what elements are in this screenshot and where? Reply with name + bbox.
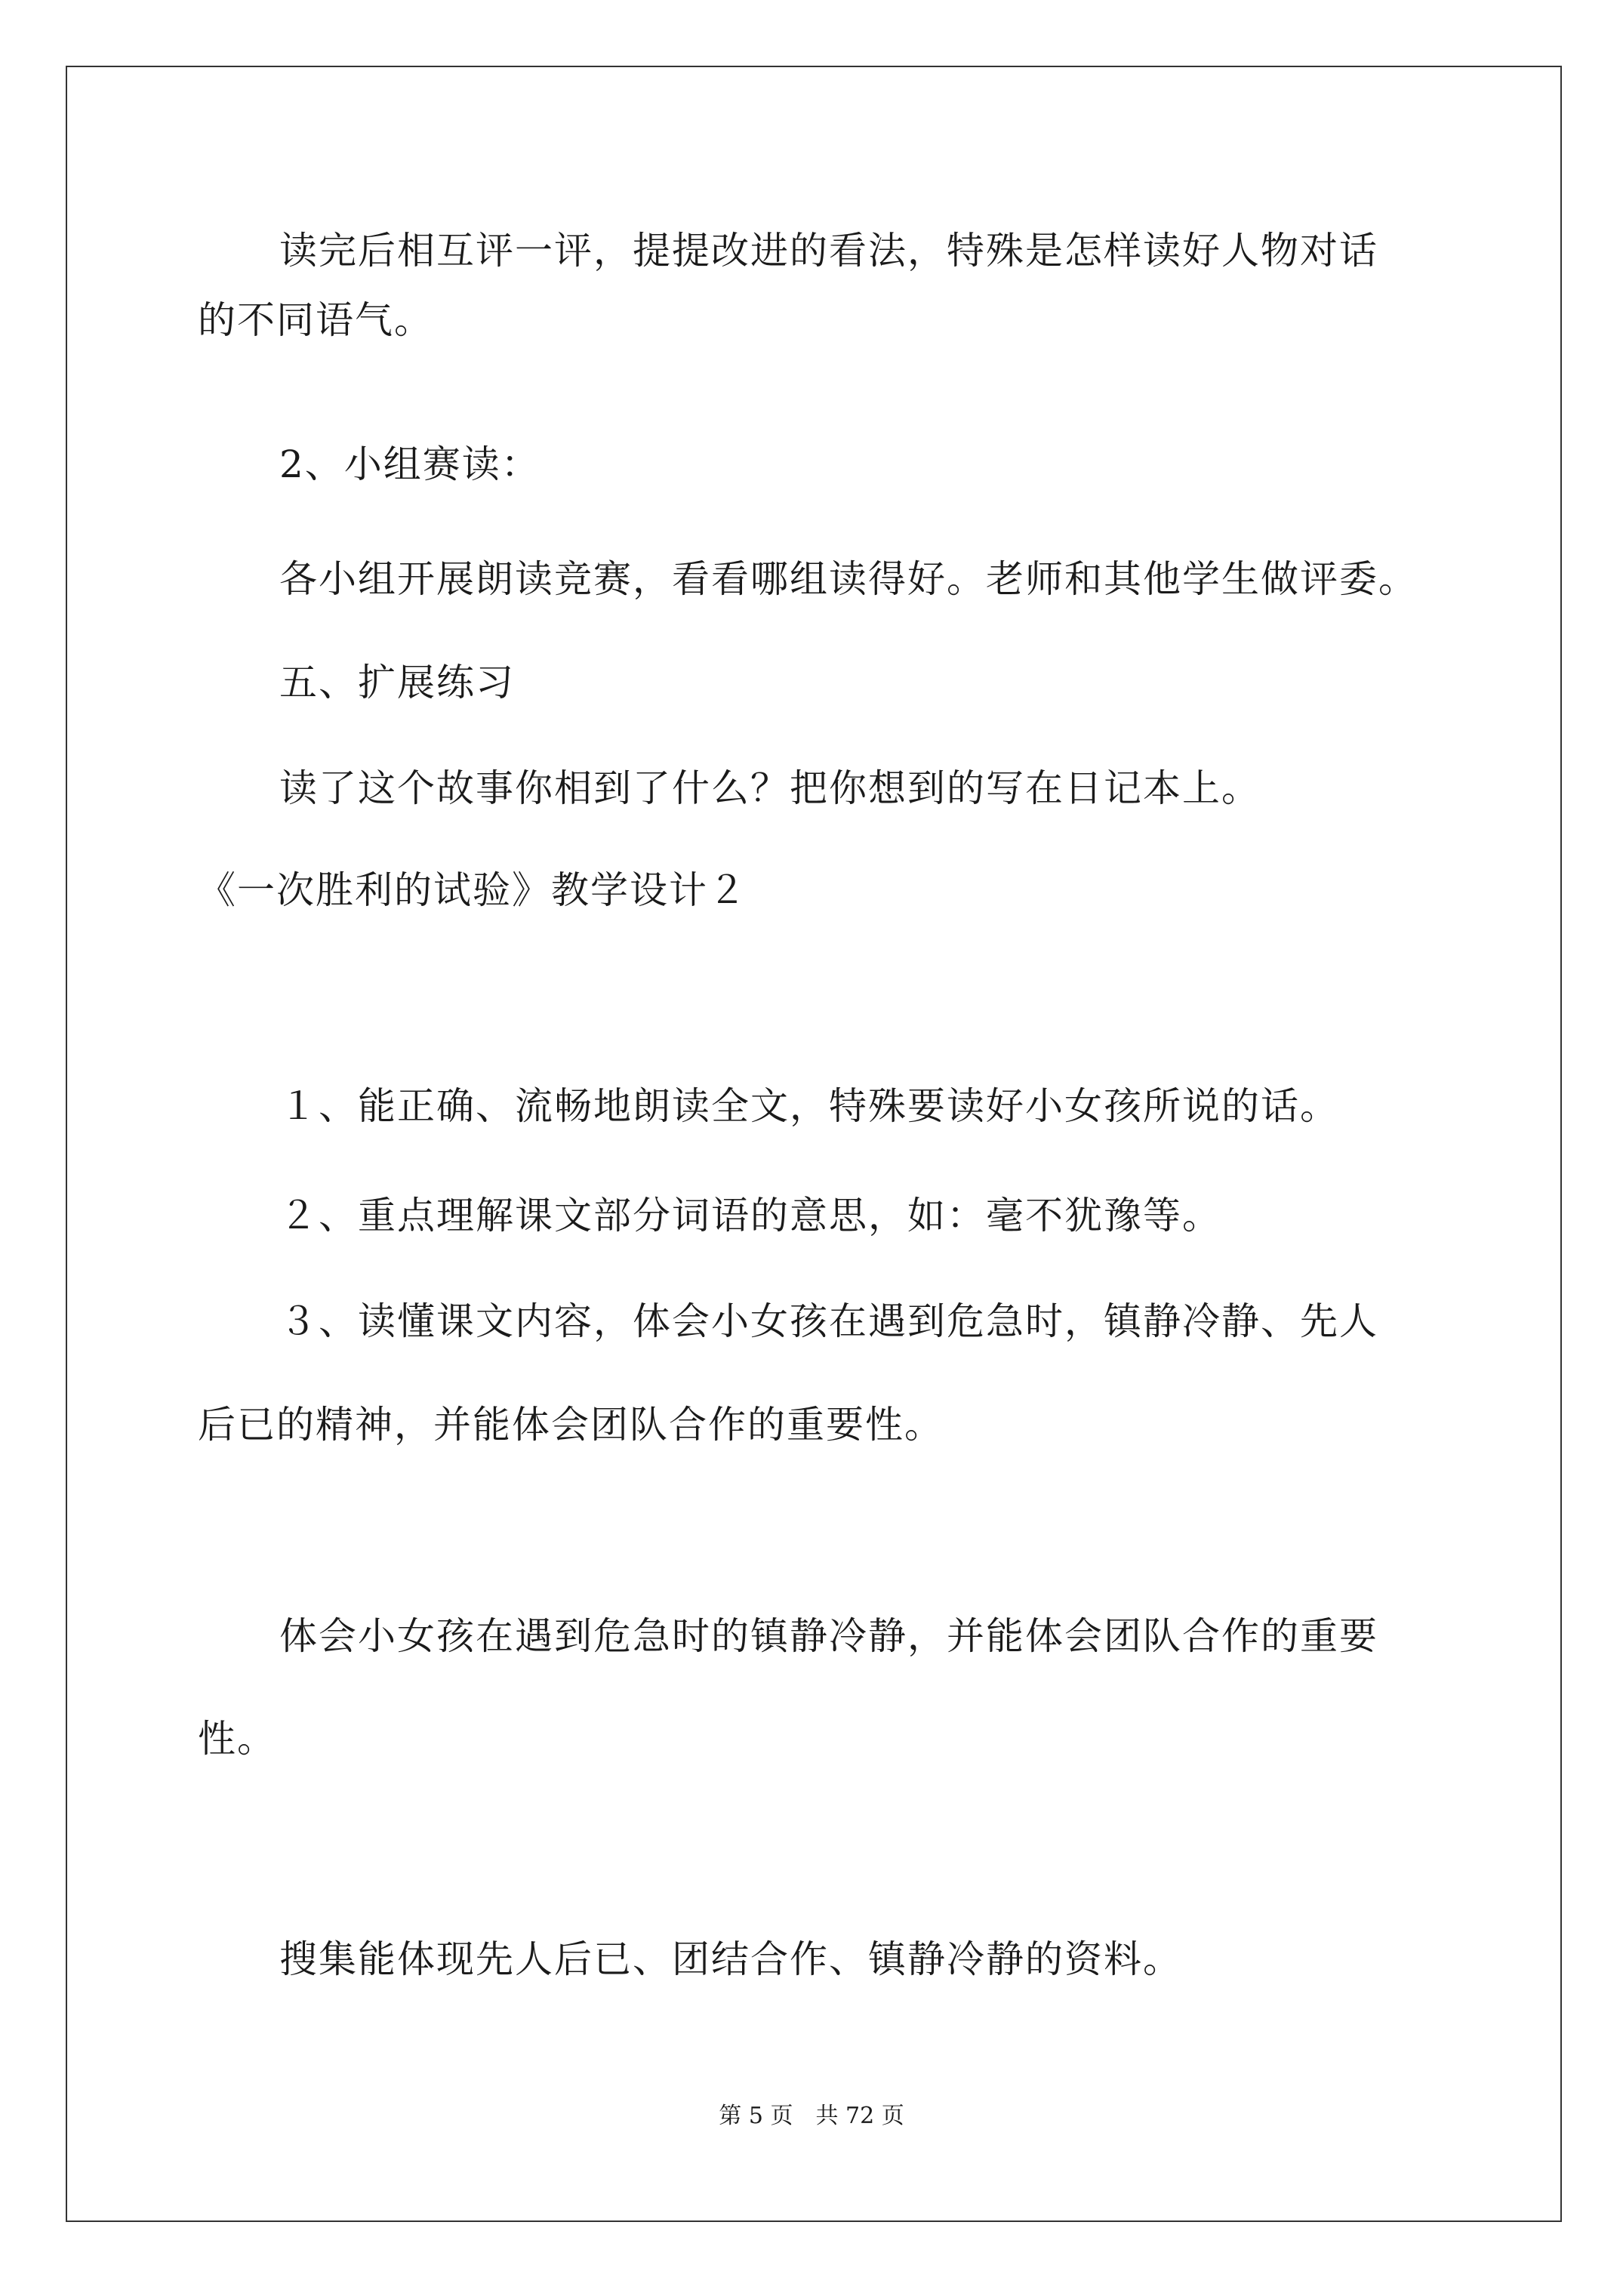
section-title: 《一次胜利的试验》教学设计２ <box>198 868 747 912</box>
page-number: 第 5 页 共 72 页 <box>719 2103 904 2129</box>
key-point: 体会小女孩在遇到危急时的镇静冷静，并能体会团队合作的重要 <box>279 1614 1378 1658</box>
paragraph-evaluate-reading: 读完后相互评一评，提提改进的看法，特殊是怎样读好人物对话 <box>279 229 1378 273</box>
heading-extension-practice: 五、扩展练习 <box>279 661 515 704</box>
paragraph-reading-contest: 各小组开展朗读竞赛，看看哪组读得好。老师和其他学生做评委。 <box>279 557 1418 601</box>
heading-group-reading: 2、小组赛读： <box>279 442 540 486</box>
objective-2: ２、重点理解课文部分词语的意思，如：毫不犹豫等。 <box>279 1194 1221 1237</box>
preparation: 搜集能体现先人后已、团结合作、镇静冷静的资料。 <box>279 1937 1182 1981</box>
page-border <box>66 66 1562 2222</box>
objective-3: ３、读懂课文内容，体会小女孩在遇到危急时，镇静冷静、先人 <box>279 1299 1378 1343</box>
paragraph-evaluate-reading-cont: 的不同语气。 <box>198 298 433 342</box>
key-point-cont: 性。 <box>198 1717 276 1761</box>
objective-1: １、能正确、流畅地朗读全文，特殊要读好小女孩所说的话。 <box>279 1084 1339 1128</box>
paragraph-diary-task: 读了这个故事你相到了什么？把你想到的写在日记本上。 <box>279 766 1261 810</box>
objective-3-cont: 后已的精神，并能体会团队合作的重要性。 <box>198 1403 944 1447</box>
